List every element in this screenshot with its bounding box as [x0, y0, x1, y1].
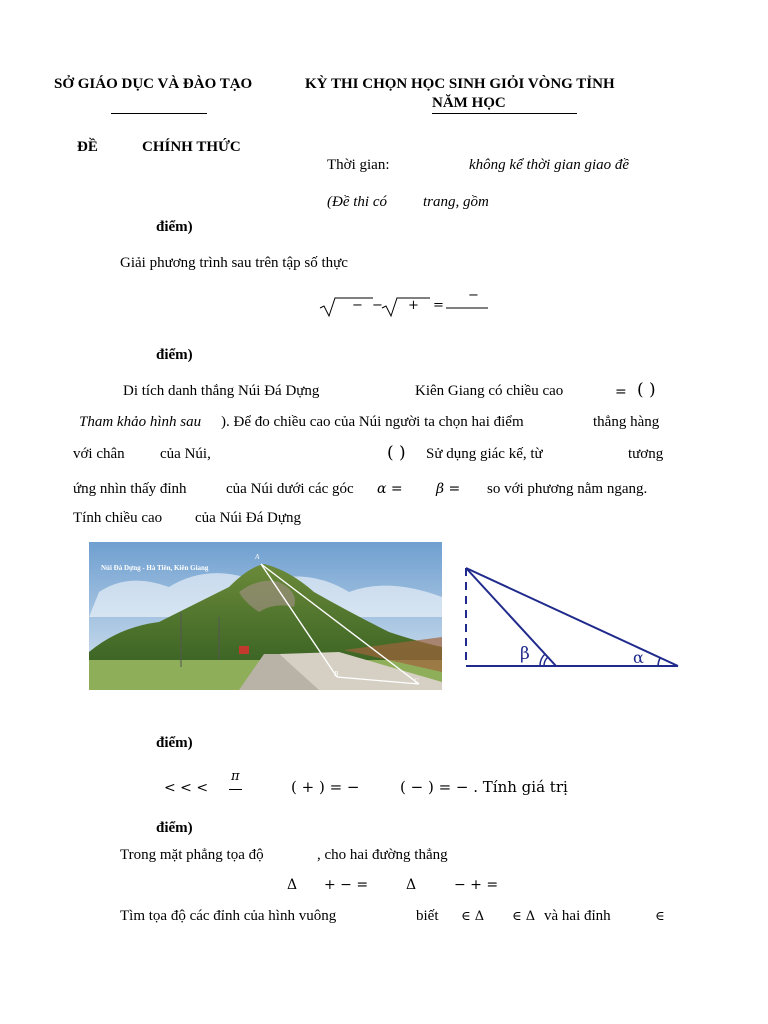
photo-label-a: A — [255, 553, 260, 561]
q2-line4-b: của Núi dưới các góc — [226, 481, 354, 497]
q1-num-minus: − — [468, 288, 479, 303]
q2-line4-a: ứng nhìn thấy đỉnh — [73, 481, 187, 497]
q2-points: điểm) — [156, 347, 193, 363]
q1-equals: = — [433, 298, 444, 313]
diagram-beta-label: β — [520, 644, 530, 664]
q2-line1-paren: ( ) — [637, 380, 656, 400]
pages-prefix: (Đề thi có — [327, 194, 387, 210]
triangle-diagram — [458, 560, 688, 675]
official-chinh-thuc: CHÍNH THỨC — [142, 139, 241, 155]
q4-delta2: Δ — [406, 877, 417, 893]
q1-minus-1: − — [352, 298, 363, 313]
q3-pi: π — [231, 769, 240, 784]
q3-part2: ( − ) = − . Tính giá trị — [400, 778, 568, 796]
time-note: không kể thời gian giao đề — [469, 157, 630, 173]
department-title: SỞ GIÁO DỤC VÀ ĐÀO TẠO — [54, 76, 253, 92]
diagram-alpha-label: α — [633, 648, 644, 667]
q2-line3-a: với chân — [73, 446, 125, 462]
photo-label-c: C — [414, 677, 419, 685]
q2-line1-a: Di tích danh thắng Núi Đá Dựng — [123, 383, 320, 399]
q2-line1-c: = — [615, 384, 627, 400]
school-year: NĂM HỌC — [432, 95, 506, 111]
q2-line3-d: tương — [628, 446, 664, 462]
q4-delta2-eq: − + = — [454, 877, 499, 893]
time-label: Thời gian: — [327, 157, 390, 173]
q2-line1-b: Kiên Giang có chiều cao — [415, 383, 564, 399]
q2-line2-c: thẳng hàng — [593, 414, 660, 430]
q4-line1-a: Trong mặt phẳng tọa độ — [120, 847, 264, 863]
q4-line3-b: biết — [416, 908, 439, 924]
school-year-underline — [432, 113, 577, 114]
q1-plus: + — [408, 298, 419, 313]
q2-line3-paren: ( ) — [387, 443, 406, 463]
q3-fraction-bar — [229, 789, 242, 790]
exam-title: KỲ THI CHỌN HỌC SINH GIỎI VÒNG TỈNH — [305, 76, 615, 92]
q2-line3-b: của Núi, — [160, 446, 211, 462]
q4-points: điểm) — [156, 820, 193, 836]
q4-line3-c: và hai đỉnh — [544, 908, 611, 924]
triangle-drawing — [458, 560, 688, 675]
q3-points: điểm) — [156, 735, 193, 751]
q2-line5-a: Tính chiều cao — [73, 510, 163, 526]
q2-line2-ref: Tham khảo hình sau — [79, 414, 202, 430]
q1-text: Giải phương trình sau trên tập số thực — [120, 255, 348, 271]
mountain-photo — [89, 542, 442, 690]
pages-suffix: trang, gồm — [423, 194, 489, 210]
q2-line4-c: so với phương nằm ngang. — [487, 481, 648, 497]
department-underline — [111, 113, 207, 114]
q4-line3-a: Tìm tọa độ các đỉnh của hình vuông — [120, 908, 337, 924]
official-de: ĐỀ — [77, 139, 98, 155]
photo-caption: Núi Đá Dựng - Hà Tiên, Kiên Giang — [101, 564, 209, 572]
q4-in-delta1: ∈ Δ — [461, 909, 485, 924]
q2-alpha: α = — [377, 481, 403, 497]
q1-equation — [318, 288, 498, 322]
photo-label-b: B — [334, 670, 339, 678]
q4-delta1: Δ — [287, 877, 298, 893]
q2-line2-b: ). Để đo chiều cao của Núi người ta chọn hai điểm — [221, 414, 524, 430]
q4-in-3: ∈ — [655, 909, 665, 924]
q3-part1: ( + ) = − — [291, 778, 360, 796]
q1-minus-2: − — [372, 298, 383, 313]
q4-line1-b: , cho hai đường thẳng — [317, 847, 448, 863]
q4-in-delta2: ∈ Δ — [512, 909, 536, 924]
q3-inequality: < < < — [164, 780, 209, 796]
q2-line5-b: của Núi Đá Dựng — [195, 510, 302, 526]
q2-line3-c: Sử dụng giác kế, từ — [426, 446, 543, 462]
q1-points: điểm) — [156, 219, 193, 235]
q4-delta1-eq: + − = — [324, 877, 369, 893]
q2-beta: β = — [436, 481, 461, 497]
